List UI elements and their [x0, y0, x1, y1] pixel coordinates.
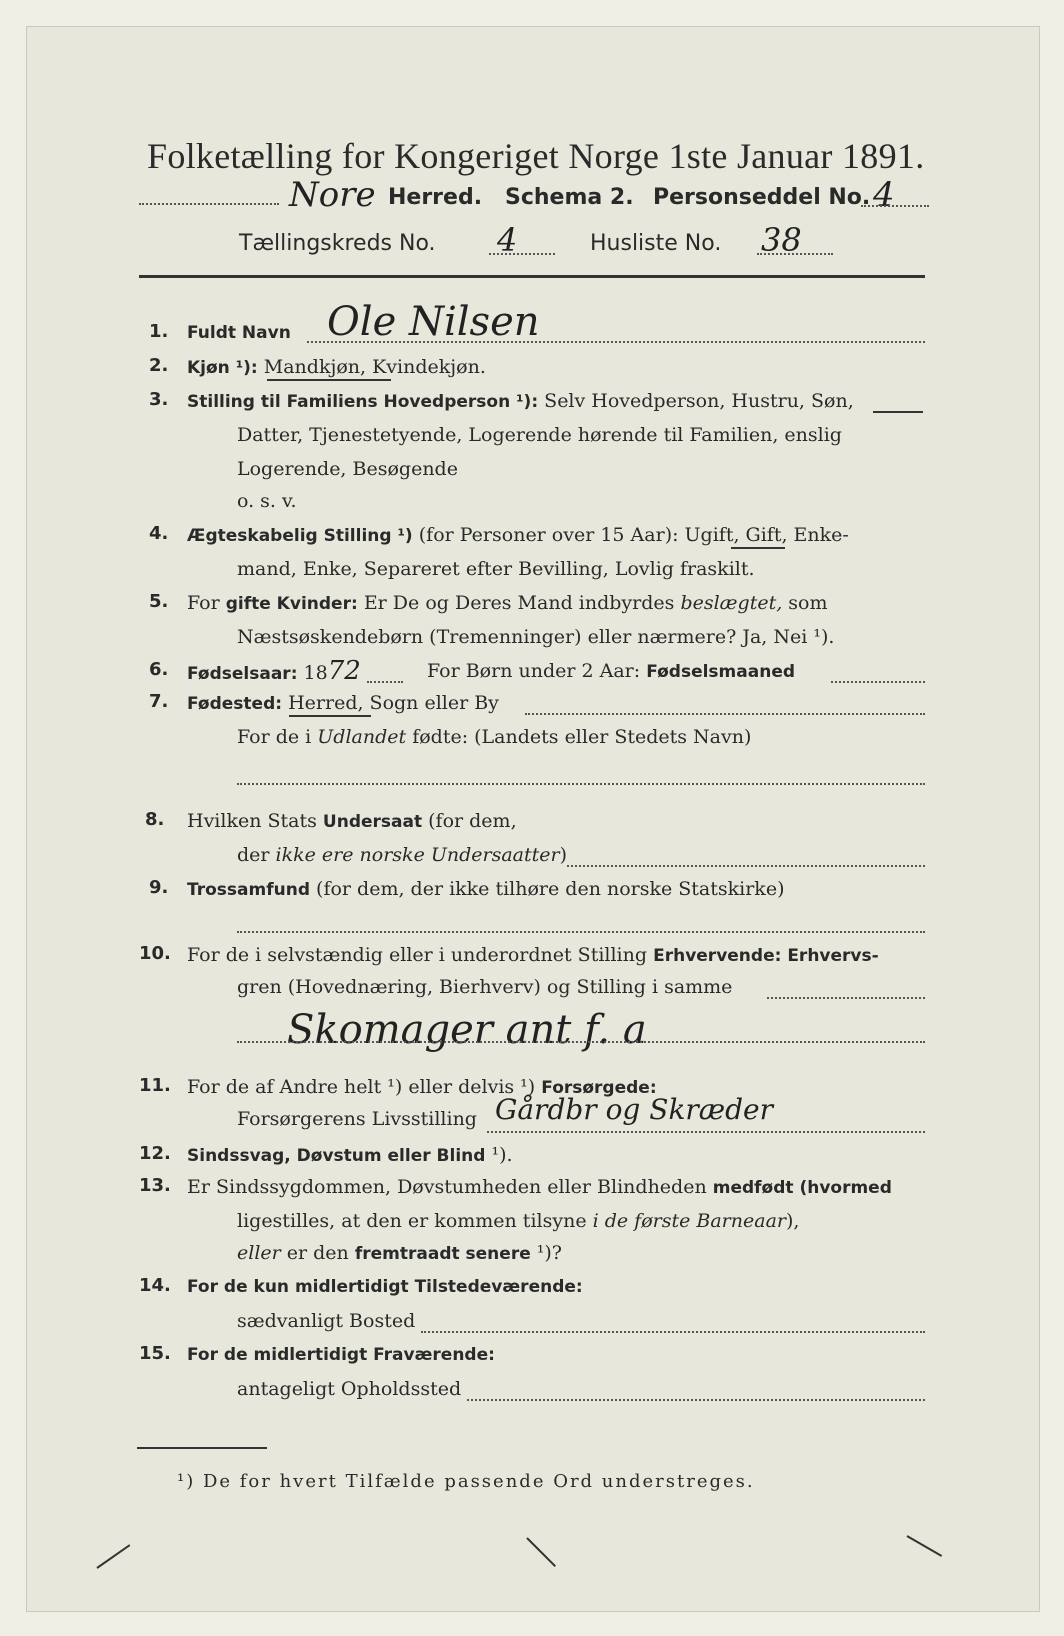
item-text: eller er den fremtraadt senere ¹)?: [237, 1242, 562, 1264]
item-text: Stilling til Familiens Hovedperson ¹): Selv Hovedperson, Hustru, Søn,: [187, 390, 854, 412]
underline-mark: [731, 547, 785, 549]
item-number: 3.: [149, 389, 169, 410]
item-number: 13.: [139, 1175, 171, 1196]
personseddel-label: Personseddel No.: [653, 185, 871, 210]
dotted-line: [467, 1399, 925, 1401]
item-number: 11.: [139, 1075, 171, 1096]
item-text: der ikke ere norske Undersaatter): [237, 844, 568, 866]
dotted-line: [489, 253, 555, 255]
item-text: gren (Hovednæring, Bierhverv) og Stilling i samme: [237, 976, 733, 998]
dotted-line: [861, 205, 929, 207]
item-text: Næstsøskendebørn (Tremenninger) eller nærmere? Ja, Nei ¹).: [237, 626, 835, 648]
handwritten-provider-occupation: Gårdbr og Skræder: [495, 1093, 773, 1126]
dotted-line: [237, 931, 925, 933]
item-text: Hvilken Stats Undersaat (for dem,: [187, 810, 517, 832]
item-number: 6.: [149, 659, 169, 680]
taellingskreds-label: Tællingskreds No.: [239, 231, 436, 256]
item-text: Er Sindssygdommen, Døvstumheden eller Blindheden medfødt (hvormed: [187, 1176, 892, 1198]
item-text: o. s. v.: [237, 490, 297, 512]
item-text: Datter, Tjenestetyende, Logerende hørende til Familien, enslig: [237, 424, 842, 446]
dotted-line: [367, 681, 403, 683]
item-text: Sindssvag, Døvstum eller Blind ¹).: [187, 1144, 513, 1166]
dotted-line: [139, 203, 279, 205]
dotted-line: [757, 253, 833, 255]
handwritten-name: Ole Nilsen: [327, 299, 540, 345]
underline-mark: [289, 715, 371, 717]
item-text: Forsørgerens Livsstilling: [237, 1108, 477, 1130]
corner-mark: [526, 1537, 556, 1567]
dotted-line: [237, 1041, 925, 1043]
corner-mark: [907, 1535, 943, 1557]
item-text: mand, Enke, Separeret efter Bevilling, Lovlig fraskilt.: [237, 558, 755, 580]
underline-mark: [267, 379, 391, 381]
form-title: Folketælling for Kongeriget Norge 1ste Januar 1891.: [147, 136, 925, 176]
corner-mark: [96, 1544, 130, 1569]
item-number: 4.: [149, 523, 169, 544]
dotted-line: [831, 681, 925, 683]
dotted-line: [767, 997, 925, 999]
underline-mark: [873, 411, 923, 413]
item-text: Ægteskabelig Stilling ¹) (for Personer over 15 Aar): Ugift, Gift, Enke-: [187, 524, 849, 546]
item-text: For gifte Kvinder: Er De og Deres Mand indbyrdes beslægtet, som: [187, 592, 828, 614]
item-text: For Børn under 2 Aar: Fødselsmaaned: [427, 660, 796, 682]
item-number: 5.: [149, 591, 169, 612]
item-label: Fuldt Navn: [187, 323, 291, 343]
item-text: sædvanligt Bosted: [237, 1310, 416, 1332]
item-text: antageligt Opholdssted: [237, 1378, 462, 1400]
schema-label: Schema 2.: [505, 185, 634, 210]
item-text: ligestilles, at den er kommen tilsyne i de første Barneaar),: [237, 1210, 800, 1232]
handwritten-occupation: Skomager ant f. a: [287, 1007, 647, 1053]
herred-label: Herred.: [388, 185, 483, 210]
census-form: [26, 26, 1040, 1612]
item-text: Fødselsaar: 1872: [187, 656, 361, 686]
header-rule: [139, 275, 925, 278]
item-text: For de af Andre helt ¹) eller delvis ¹) Forsørgede:: [187, 1076, 657, 1098]
item-number: 9.: [149, 877, 169, 898]
item-number: 8.: [145, 809, 165, 830]
item-number: 12.: [139, 1143, 171, 1164]
dotted-line: [567, 865, 925, 867]
dotted-line: [421, 1331, 925, 1333]
footnote: ¹) De for hvert Tilfælde passende Ord understreges.: [177, 1471, 755, 1492]
item-text: Kjøn ¹): Mandkjøn, Kvindekjøn.: [187, 356, 486, 378]
husliste-label: Husliste No.: [590, 231, 722, 256]
item-number: 10.: [139, 943, 171, 964]
item-number: 7.: [149, 691, 169, 712]
dotted-line: [237, 783, 925, 785]
item-label: For de midlertidigt Fraværende:: [187, 1345, 495, 1365]
item-number: 2.: [149, 355, 169, 376]
item-text: For de i Udlandet fødte: (Landets eller Stedets Navn): [237, 726, 752, 748]
handwritten-personseddel-no: 4: [873, 175, 895, 215]
dotted-line: [487, 1131, 925, 1133]
item-text: Fødested: Herred, Sogn eller By: [187, 692, 499, 714]
handwritten-husliste-no: 38: [761, 221, 802, 259]
item-text: Logerende, Besøgende: [237, 458, 458, 480]
item-number: 15.: [139, 1343, 171, 1364]
dotted-line: [307, 341, 925, 343]
dotted-line: [525, 713, 925, 715]
item-label: For de kun midlertidigt Tilstedeværende:: [187, 1277, 583, 1297]
item-text: Trossamfund (for dem, der ikke tilhøre den norske Statskirke): [187, 878, 785, 900]
handwritten-herred: Nore: [289, 175, 376, 215]
handwritten-taellingskreds-no: 4: [497, 221, 518, 259]
footnote-rule: [137, 1447, 267, 1449]
item-number: 1.: [149, 321, 169, 342]
item-text: For de i selvstændig eller i underordnet Stilling Erhvervende: Erhvervs-: [187, 944, 879, 966]
item-number: 14.: [139, 1275, 171, 1296]
